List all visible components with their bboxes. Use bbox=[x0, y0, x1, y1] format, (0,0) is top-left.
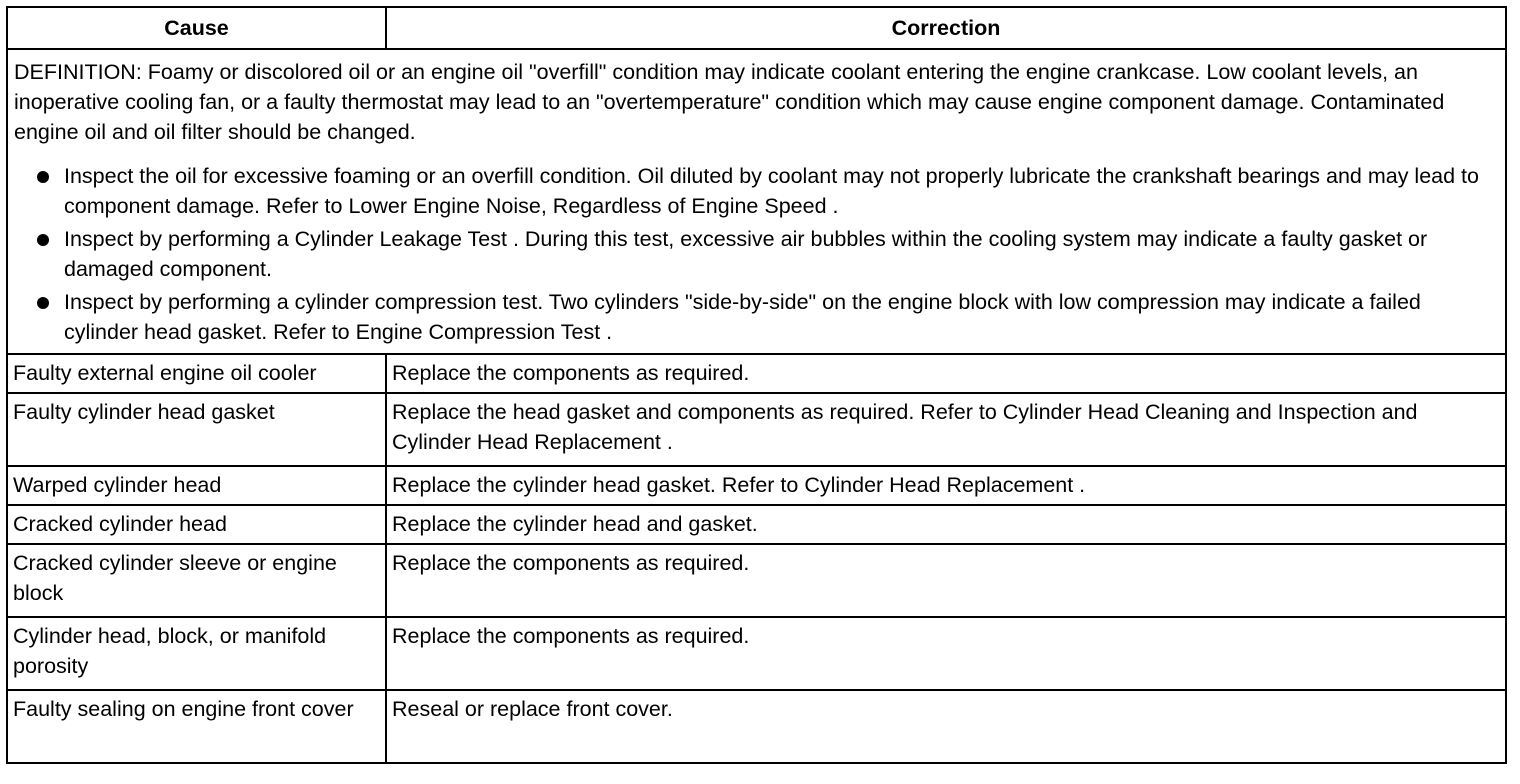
table-row bbox=[7, 466, 1506, 505]
definition-row bbox=[7, 49, 1506, 354]
inspection-item-text: Inspect by performing a cylinder compression test. Two cylinders "side-by-side" on the engine block with low compression may indicate a failed cylinder head gasket. Refer to Engine Compression Test . bbox=[64, 290, 1421, 344]
definition-text: DEFINITION: Foamy or discolored oil or an engine oil "overfill" condition may indicate coolant entering the engine crankcase. Low coolant levels, an inoperative cooling fan, or a faulty thermostat may lead to an "overtemperature" condition which may cause engine component damage. Contaminated engine oil and oil filter should be changed. bbox=[14, 60, 1445, 144]
inspection-item-text: Inspect by performing a Cylinder Leakage Test . During this test, excessive air bubbles within the cooling system may indicate a faulty gasket or damaged component. bbox=[64, 227, 1428, 281]
inspection-item bbox=[14, 161, 1497, 221]
correction-cell: Replace the components as required. bbox=[386, 617, 1506, 690]
table-row bbox=[7, 393, 1506, 466]
inspection-item bbox=[14, 224, 1497, 284]
correction-cell: Replace the components as required. bbox=[386, 354, 1506, 393]
cause-cell: Faulty external engine oil cooler bbox=[7, 354, 386, 393]
correction-cell: Reseal or replace front cover. bbox=[386, 690, 1506, 763]
bullet-icon bbox=[37, 171, 49, 183]
table-row bbox=[7, 505, 1506, 544]
table-row bbox=[7, 690, 1506, 763]
definition-cell bbox=[7, 49, 1506, 354]
table-row bbox=[7, 354, 1506, 393]
cause-cell: Faulty sealing on engine front cover bbox=[7, 690, 386, 763]
correction-column-header: Correction bbox=[386, 7, 1506, 49]
table-row bbox=[7, 617, 1506, 690]
cause-cell: Warped cylinder head bbox=[7, 466, 386, 505]
correction-cell: Replace the components as required. bbox=[386, 544, 1506, 617]
table-row bbox=[7, 544, 1506, 617]
cause-cell: Cylinder head, block, or manifold porosity bbox=[7, 617, 386, 690]
header-row bbox=[7, 7, 1506, 49]
inspection-item-text: Inspect the oil for excessive foaming or an overfill condition. Oil diluted by coolant may not properly lubricate the crankshaft bearings and may lead to component damage. Refer to Lower Engine Noise, Regardless of Engine Speed . bbox=[64, 164, 1479, 218]
cause-cell: Faulty cylinder head gasket bbox=[7, 393, 386, 466]
correction-cell: Replace the cylinder head gasket. Refer to Cylinder Head Replacement . bbox=[386, 466, 1506, 505]
cause-cell: Cracked cylinder sleeve or engine block bbox=[7, 544, 386, 617]
diagnostic-table bbox=[6, 6, 1507, 764]
cause-cell: Cracked cylinder head bbox=[7, 505, 386, 544]
inspection-item bbox=[14, 287, 1497, 347]
cause-column-header: Cause bbox=[7, 7, 386, 49]
correction-cell: Replace the head gasket and components as required. Refer to Cylinder Head Cleaning and Inspection and Cylinder Head Replacement . bbox=[386, 393, 1506, 466]
correction-cell: Replace the cylinder head and gasket. bbox=[386, 505, 1506, 544]
bullet-icon bbox=[37, 234, 49, 246]
inspection-list bbox=[14, 161, 1497, 353]
bullet-icon bbox=[37, 297, 49, 309]
